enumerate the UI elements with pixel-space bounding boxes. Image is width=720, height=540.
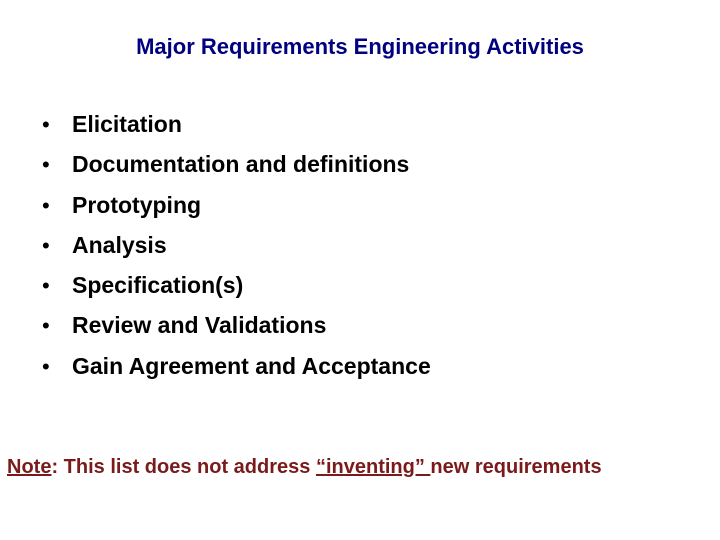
page-title: Major Requirements Engineering Activities [136, 34, 584, 59]
bullet-icon: • [42, 192, 50, 218]
note-text-end: new requirements [430, 456, 602, 478]
list-item-label: Specification(s) [72, 272, 244, 299]
note-label: Note [7, 456, 52, 478]
activities-list [42, 106, 431, 388]
list-item [42, 348, 431, 388]
list-item [42, 267, 431, 307]
bullet-icon: • [42, 112, 50, 137]
list-item [42, 187, 431, 227]
list-item [42, 307, 431, 347]
list-item-label: Elicitation [72, 111, 182, 137]
bullet-icon: • [42, 353, 50, 379]
list-item-label: Analysis [72, 231, 167, 258]
bullet-icon: • [42, 313, 50, 339]
bullet-icon: • [42, 152, 50, 178]
bullet-icon: • [42, 232, 50, 258]
note-colon: : [51, 456, 64, 478]
note-emphasis: “inventing” [315, 456, 431, 478]
list-item [42, 146, 431, 186]
list-item-label: Review and Validations [72, 312, 327, 339]
list-item-label: Documentation and definitions [72, 151, 410, 178]
list-item-label: Gain Agreement and Acceptance [72, 352, 431, 379]
footnote [7, 456, 602, 479]
list-item [42, 106, 431, 146]
note-text: This list does not address [63, 456, 316, 478]
list-item [42, 227, 431, 267]
list-item-label: Prototyping [72, 191, 202, 218]
bullet-icon: • [42, 273, 50, 299]
